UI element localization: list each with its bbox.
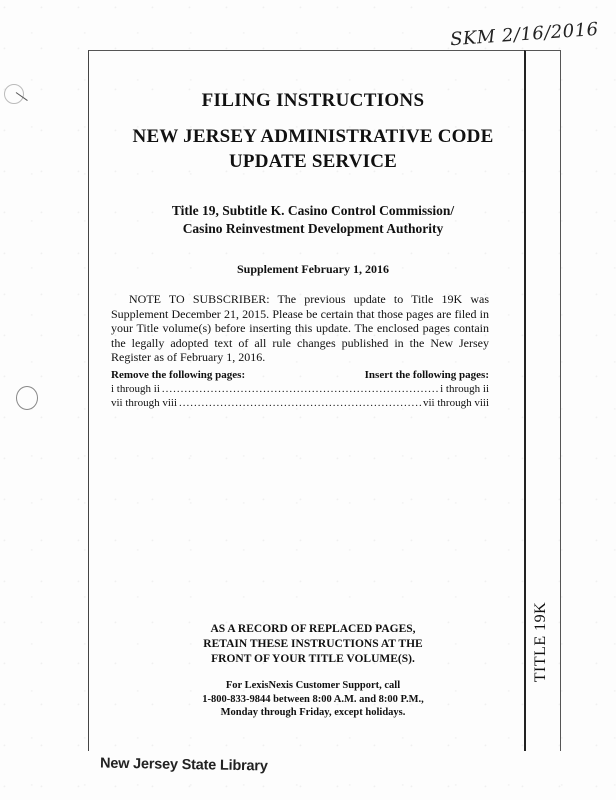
support-line1: For LexisNexis Customer Support, call: [225, 680, 401, 691]
insert-pages-range: i through ii: [440, 383, 489, 395]
remove-pages-range: vii through viii: [111, 397, 177, 409]
note-to-subscriber: NOTE TO SUBSCRIBER: The previous update to Title 19K was Supplement December 21, 2015. Please be certain that those pages are filed in your Title volume(s) before inserting this update. The enclosed pages contain the legally adopted text of all rule changes published in the New Jersey Register as of February 1, 2016.: [111, 292, 489, 364]
remove-pages-header: Remove the following pages:: [111, 369, 246, 381]
library-stamp: New Jersey State Library: [99, 755, 268, 775]
customer-support-info: [110, 679, 516, 720]
punch-hole-middle: [16, 386, 38, 410]
insert-pages-range: vii through viii: [423, 397, 489, 409]
document-title: FILING INSTRUCTIONS: [201, 90, 425, 111]
handwritten-initials-date: SKM 2/16/2016: [449, 18, 600, 51]
subtitle-line1: Title 19, Subtitle K. Casino Control Commission/: [171, 203, 455, 218]
title-tab-text: TITLE 19K: [532, 601, 550, 683]
record-line3: FRONT OF YOUR TITLE VOLUME(S).: [211, 653, 415, 665]
punch-hole-top: [4, 84, 24, 104]
service-heading-line1: NEW JERSEY ADMINISTRATIVE CODE: [132, 126, 494, 147]
support-line3: Monday through Friday, except holidays.: [220, 707, 406, 718]
title-subtitle: [110, 202, 516, 238]
supplement-date: Supplement February 1, 2016: [236, 262, 389, 276]
pages-table-row: [111, 383, 489, 395]
subtitle-line2: Casino Reinvestment Development Authority: [182, 221, 444, 236]
pages-table-header: [111, 369, 489, 381]
title-tab-label: [527, 592, 555, 692]
remove-pages-range: i through ii: [111, 383, 160, 395]
support-line2: 1-800-833-9844 between 8:00 A.M. and 8:00 P.M.,: [202, 693, 424, 705]
leader-dots: [179, 397, 421, 409]
service-heading-line2: UPDATE SERVICE: [228, 151, 398, 172]
service-heading: [110, 124, 516, 174]
record-line2: RETAIN THESE INSTRUCTIONS AT THE: [203, 638, 423, 650]
record-line1: AS A RECORD OF REPLACED PAGES,: [210, 623, 416, 635]
leader-dots: [162, 383, 438, 395]
pages-table-row: [111, 397, 489, 409]
record-retention-notice: [110, 622, 516, 667]
insert-pages-header: Insert the following pages:: [364, 369, 489, 381]
